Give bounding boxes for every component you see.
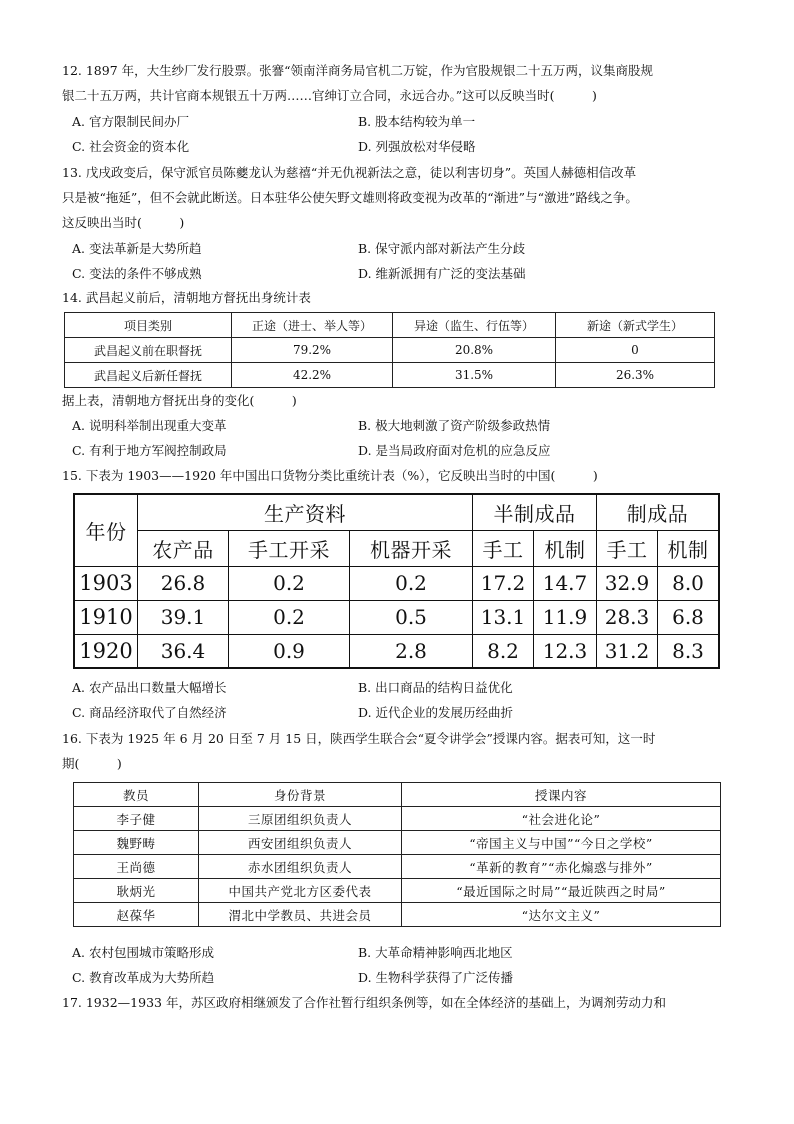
q14-option-b[interactable]: B. 极大地刺激了资产阶级参政热情 (358, 418, 551, 433)
table-cell: 0.5 (350, 600, 473, 634)
q12-option-b[interactable]: B. 股本结构较为单一 (358, 114, 476, 129)
q12-stem-line2: 银二十五万两，共计官商本规银五十万两……官绅订立合同，永远合办。”这可以反映当时( ) (62, 88, 597, 103)
table-header-cell: 正途（进士、举人等） (232, 313, 393, 338)
table-header-cell: 手工 (597, 530, 658, 566)
table-cell: “革新的教育”“赤化煽惑与排外” (402, 855, 721, 879)
table-cell: 渭北中学教员、共进会员 (199, 903, 402, 927)
table-cell: 17.2 (473, 566, 534, 600)
table-cell: 0.2 (229, 566, 350, 600)
table-header-row (74, 783, 721, 807)
q16-option-d[interactable]: D. 生物科学获得了广泛传播 (358, 970, 514, 985)
q15-option-a[interactable]: A. 农产品出口数量大幅增长 (72, 680, 227, 695)
table-header-cell: 机器开采 (350, 530, 473, 566)
q16-option-b[interactable]: B. 大革命精神影响西北地区 (358, 945, 513, 960)
q16-table (73, 782, 721, 927)
table-cell: 14.7 (534, 566, 597, 600)
table-header-cell: 项目类别 (65, 313, 232, 338)
table-cell: 28.3 (597, 600, 658, 634)
q13-option-c[interactable]: C. 变法的条件不够成熟 (72, 266, 202, 281)
table-cell: 32.9 (597, 566, 658, 600)
q15-stem: 15. 下表为 1903——1920 年中国出口货物分类比重统计表（%），它反映出当时的中国( ) (62, 468, 598, 483)
q16-option-a[interactable]: A. 农村包围城市策略形成 (72, 945, 214, 960)
table-row (74, 566, 719, 600)
q16-stem-line1: 16. 下表为 1925 年 6 月 20 日至 7 月 15 日，陕西学生联合会“夏令讲学会”授课内容。据表可知，这一时 (62, 731, 656, 746)
table-cell: 赵葆华 (74, 903, 199, 927)
table-cell: 1920 (74, 634, 138, 668)
q13-option-a[interactable]: A. 变法革新是大势所趋 (72, 241, 202, 256)
table-cell: 26.8 (138, 566, 229, 600)
q14-title: 14. 武昌起义前后，清朝地方督抚出身统计表 (62, 290, 311, 305)
table-cell: 20.8% (393, 338, 556, 363)
table-header-cell: 生产资料 (138, 494, 473, 530)
table-header-cell: 异途（监生、行伍等） (393, 313, 556, 338)
q16-option-c[interactable]: C. 教育改革成为大势所趋 (72, 970, 215, 985)
q13-option-d[interactable]: D. 维新派拥有广泛的变法基础 (358, 266, 526, 281)
table-row (74, 807, 721, 831)
table-cell: 31.5% (393, 363, 556, 388)
table-header-cell: 机制 (534, 530, 597, 566)
table-header-cell: 手工开采 (229, 530, 350, 566)
table-cell: 三原团组织负责人 (199, 807, 402, 831)
table-cell: 武昌起义前在职督抚 (65, 338, 232, 363)
q13-stem-line3: 这反映出当时( ) (62, 215, 185, 230)
table-cell: “达尔文主义” (402, 903, 721, 927)
q14-option-c[interactable]: C. 有利于地方军阀控制政局 (72, 443, 227, 458)
table-cell: 西安团组织负责人 (199, 831, 402, 855)
table-cell: 8.0 (658, 566, 720, 600)
table-header-cell: 教员 (74, 783, 199, 807)
table-header-row (74, 530, 719, 566)
q14-stem: 据上表，清朝地方督抚出身的变化( ) (62, 393, 297, 408)
q13-stem-line2: 只是被“拖延”，但不会就此断送。日本驻华公使矢野文雄则将政变视为改革的“渐进”与“激进”路线之争。 (62, 190, 638, 205)
table-cell: 11.9 (534, 600, 597, 634)
table-header-cell: 制成品 (597, 494, 720, 530)
table-cell: 42.2% (232, 363, 393, 388)
table-cell: 0.2 (229, 600, 350, 634)
table-row (65, 363, 715, 388)
table-row (74, 903, 721, 927)
q15-option-d[interactable]: D. 近代企业的发展历经曲折 (358, 705, 514, 720)
table-header-cell: 手工 (473, 530, 534, 566)
q12-option-c[interactable]: C. 社会资金的资本化 (72, 139, 190, 154)
table-row (65, 338, 715, 363)
table-cell: 31.2 (597, 634, 658, 668)
q15-table (73, 493, 720, 669)
q15-option-b[interactable]: B. 出口商品的结构日益优化 (358, 680, 513, 695)
table-header-row (65, 313, 715, 338)
table-cell: 1910 (74, 600, 138, 634)
table-row (74, 879, 721, 903)
table-cell: 中国共产党北方区委代表 (199, 879, 402, 903)
table-cell: “帝国主义与中国”“今日之学校” (402, 831, 721, 855)
q17-stem-line1: 17. 1932—1933 年，苏区政府相继颁发了合作社暂行组织条例等，如在全体经济的基础上，为调剂劳动力和 (62, 995, 666, 1010)
table-header-cell: 半制成品 (473, 494, 597, 530)
q13-option-b[interactable]: B. 保守派内部对新法产生分歧 (358, 241, 526, 256)
table-cell: 李子健 (74, 807, 199, 831)
table-cell: “最近国际之时局”“最近陕西之时局” (402, 879, 721, 903)
table-cell: 耿炳光 (74, 879, 199, 903)
table-cell: 1903 (74, 566, 138, 600)
table-cell: 13.1 (473, 600, 534, 634)
table-header-cell: 新途（新式学生） (556, 313, 715, 338)
table-cell: 6.8 (658, 600, 720, 634)
table-row (74, 855, 721, 879)
q14-table (64, 312, 715, 388)
table-cell: 8.3 (658, 634, 720, 668)
table-cell: 赤水团组织负责人 (199, 855, 402, 879)
table-row (74, 634, 719, 668)
table-row (74, 600, 719, 634)
q14-option-d[interactable]: D. 是当局政府面对危机的应急反应 (358, 443, 551, 458)
table-header-cell: 年份 (74, 494, 138, 566)
table-cell: 武昌起义后新任督抚 (65, 363, 232, 388)
table-cell: 王尚德 (74, 855, 199, 879)
table-cell: 0.9 (229, 634, 350, 668)
table-header-cell: 授课内容 (402, 783, 721, 807)
table-cell: 0 (556, 338, 715, 363)
table-cell: 39.1 (138, 600, 229, 634)
table-cell: 36.4 (138, 634, 229, 668)
table-cell: 2.8 (350, 634, 473, 668)
table-cell: 0.2 (350, 566, 473, 600)
q13-stem-line1: 13. 戊戌政变后，保守派官员陈夔龙认为慈禧“并无仇视新法之意，徒以利害切身”。英国人赫德相信改革 (62, 165, 637, 180)
q12-option-a[interactable]: A. 官方限制民间办厂 (72, 114, 189, 129)
table-header-cell: 机制 (658, 530, 720, 566)
q14-option-a[interactable]: A. 说明科举制出现重大变革 (72, 418, 227, 433)
table-header-cell: 身份背景 (199, 783, 402, 807)
q15-option-c[interactable]: C. 商品经济取代了自然经济 (72, 705, 227, 720)
table-header-row (74, 494, 719, 530)
q16-stem-line2: 期( ) (62, 756, 122, 771)
table-row (74, 831, 721, 855)
table-cell: 26.3% (556, 363, 715, 388)
table-header-cell: 农产品 (138, 530, 229, 566)
table-cell: “社会进化论” (402, 807, 721, 831)
q12-stem-line1: 12. 1897 年，大生纱厂发行股票。张謇“领南洋商务局官机二万锭，作为官股规银二十五万两，议集商股规 (62, 63, 654, 78)
table-cell: 12.3 (534, 634, 597, 668)
q12-option-d[interactable]: D. 列强放松对华侵略 (358, 139, 476, 154)
table-cell: 8.2 (473, 634, 534, 668)
table-cell: 魏野畴 (74, 831, 199, 855)
table-cell: 79.2% (232, 338, 393, 363)
